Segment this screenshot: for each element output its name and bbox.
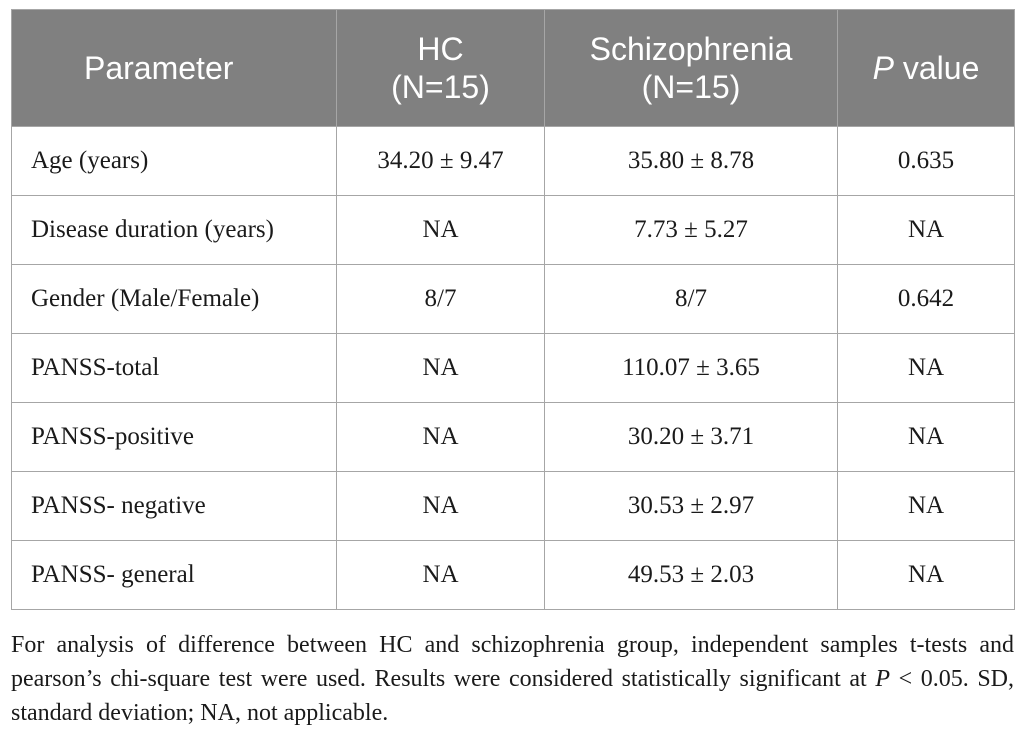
cell-parameter: PANSS-total [12, 334, 337, 403]
table-footnote [11, 628, 1014, 730]
header-hc-n: (N=15) [391, 69, 490, 105]
cell-parameter: Gender (Male/Female) [12, 265, 337, 334]
footnote-text-2: < 0.05. SD, standard deviation; NA, not applicable. [11, 666, 1015, 726]
cell-schizophrenia: 30.53 ± 2.97 [545, 472, 838, 541]
cell-hc: NA [337, 541, 545, 610]
cell-hc: NA [337, 403, 545, 472]
header-schizophrenia-n: (N=15) [641, 69, 741, 105]
demographics-table [11, 9, 1015, 610]
header-schizophrenia [545, 10, 838, 127]
header-row [12, 10, 1015, 127]
cell-p-value: NA [838, 541, 1015, 610]
table-row [12, 541, 1015, 610]
cell-p-value: NA [838, 334, 1015, 403]
table-row [12, 265, 1015, 334]
cell-parameter: Disease duration (years) [12, 196, 337, 265]
header-p-value [838, 10, 1015, 127]
cell-p-value: NA [838, 196, 1015, 265]
cell-schizophrenia: 49.53 ± 2.03 [545, 541, 838, 610]
cell-parameter: PANSS- negative [12, 472, 337, 541]
cell-p-value: NA [838, 472, 1015, 541]
table-row [12, 472, 1015, 541]
header-p-rest: value [893, 50, 980, 86]
cell-hc: NA [337, 472, 545, 541]
footnote-text-1: For analysis of difference between HC and schizophrenia group, independent samples t-tests and pearson’s chi-square test were used. Results were considered statistically significant at [11, 632, 1014, 692]
header-hc [337, 10, 545, 127]
cell-parameter: PANSS-positive [12, 403, 337, 472]
cell-p-value: 0.635 [838, 127, 1015, 196]
cell-p-value: 0.642 [838, 265, 1015, 334]
table-row [12, 196, 1015, 265]
header-parameter-label: Parameter [84, 50, 234, 86]
cell-hc: 34.20 ± 9.47 [337, 127, 545, 196]
footnote-p-letter: P [875, 666, 890, 692]
cell-parameter: Age (years) [12, 127, 337, 196]
header-p-letter: P [872, 50, 894, 86]
cell-hc: NA [337, 334, 545, 403]
cell-parameter: PANSS- general [12, 541, 337, 610]
table-row [12, 127, 1015, 196]
cell-hc: NA [337, 196, 545, 265]
header-hc-label: HC [417, 31, 464, 67]
header-parameter [12, 10, 337, 127]
cell-schizophrenia: 30.20 ± 3.71 [545, 403, 838, 472]
cell-p-value: NA [838, 403, 1015, 472]
table-container [11, 9, 1014, 610]
table-row [12, 334, 1015, 403]
cell-schizophrenia: 35.80 ± 8.78 [545, 127, 838, 196]
cell-schizophrenia: 8/7 [545, 265, 838, 334]
cell-schizophrenia: 110.07 ± 3.65 [545, 334, 838, 403]
table-row [12, 403, 1015, 472]
cell-hc: 8/7 [337, 265, 545, 334]
cell-schizophrenia: 7.73 ± 5.27 [545, 196, 838, 265]
header-schizophrenia-label: Schizophrenia [589, 31, 793, 67]
